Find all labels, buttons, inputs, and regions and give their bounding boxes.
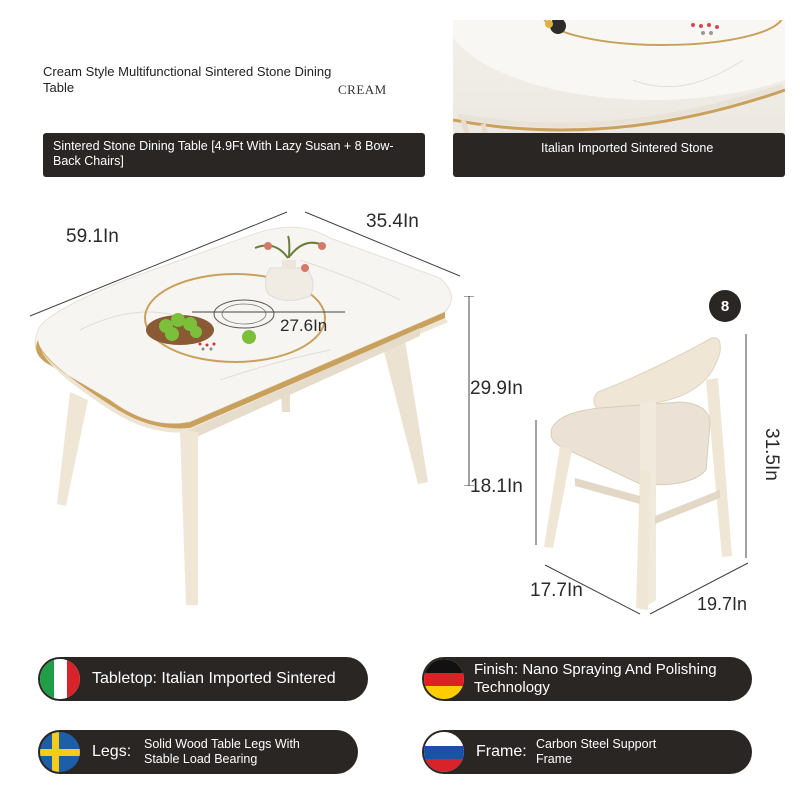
seat-height-label: 18.1In: [470, 476, 523, 497]
feature-finish: [422, 657, 752, 701]
feature-frame-label: Frame:: [476, 743, 527, 760]
product-label: Sintered Stone Dining Table [4.9Ft With Lazy Susan + 8 Bow-Back Chairs]: [43, 133, 425, 177]
chair-illustration: [530, 330, 760, 620]
feature-frame: [422, 730, 752, 774]
chair-width-label: 17.7In: [530, 580, 583, 601]
feature-tabletop: [38, 657, 368, 701]
chair-height-label: 31.5In: [761, 428, 782, 481]
table-width-label: 35.4In: [366, 211, 419, 232]
lazy-susan-label: 27.6In: [280, 316, 328, 335]
feature-legs: [38, 730, 358, 774]
italy-flag-icon: [40, 659, 80, 699]
feature-legs-text: Solid Wood Table Legs With Stable Load Bearing: [144, 737, 300, 766]
feature-frame-text: Carbon Steel Support Frame: [536, 737, 657, 766]
tabletop-detail-photo: [453, 20, 785, 136]
chair-depth-label: 19.7In: [697, 594, 748, 614]
table-length-label: 59.1In: [66, 226, 119, 247]
chair-count-badge: 8: [709, 290, 741, 322]
feature-tabletop-label: Tabletop: Italian Imported Sintered: [92, 670, 336, 687]
feature-legs-label: Legs:: [92, 743, 132, 760]
table-height-label: 29.9In: [470, 378, 523, 399]
brand-wordmark: CREAM: [338, 82, 387, 97]
product-title: Cream Style Multifunctional Sintered Stone Dining Table: [43, 64, 332, 95]
feature-finish-label: Finish: Nano Spraying And Polishing Technology: [474, 661, 717, 696]
detail-label: Italian Imported Sintered Stone: [453, 133, 785, 177]
russia-flag-icon: [424, 732, 464, 772]
dining-table-illustration: [0, 190, 470, 620]
sweden-flag-icon: [40, 732, 80, 772]
germany-flag-icon: [424, 659, 464, 699]
